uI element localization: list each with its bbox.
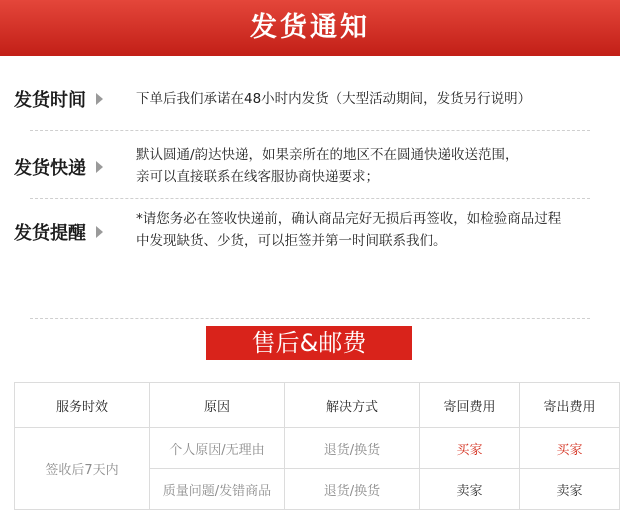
shipping-reminder-label: 发货提醒 — [14, 223, 86, 244]
divider — [30, 198, 590, 199]
shipping-courier-line: 默认圆通/韵达快递，如果亲所在的地区不在圆通快递收送范围， — [136, 147, 519, 163]
shipping-courier-label: 发货快递 — [14, 158, 86, 179]
after-sales-title: 售后&邮费 — [206, 326, 412, 360]
send-fee-cell: 卖家 — [520, 469, 620, 510]
divider — [30, 130, 590, 131]
column-header: 服务时效 — [15, 383, 150, 428]
bottom-fade — [0, 515, 620, 530]
after-sales-table — [14, 382, 620, 510]
column-header: 原因 — [150, 383, 285, 428]
return-fee-cell: 卖家 — [420, 469, 520, 510]
shipping-reminder-line: *请您务必在签收快递前，确认商品完好无损后再签收，如检验商品过程 — [136, 211, 562, 227]
reason-cell: 质量问题/发错商品 — [150, 469, 285, 510]
shipping-reminder-line: 中发现缺货、少货，可以拒签并第一时间联系我们。 — [136, 233, 447, 249]
column-header: 寄出费用 — [520, 383, 620, 428]
reason-cell: 个人原因/无理由 — [150, 428, 285, 469]
header-title: 发货通知 — [250, 12, 370, 43]
table-row — [15, 428, 620, 469]
chevron-right-icon — [96, 161, 103, 173]
shipping-courier-line: 亲可以直接联系在线客服协商快递要求； — [136, 169, 379, 185]
send-fee-cell: 买家 — [520, 428, 620, 469]
chevron-right-icon — [96, 226, 103, 238]
return-fee-cell: 买家 — [420, 428, 520, 469]
solution-cell: 退货/换货 — [285, 469, 420, 510]
solution-cell: 退货/换货 — [285, 428, 420, 469]
column-header: 解决方式 — [285, 383, 420, 428]
shipping-courier-text — [136, 144, 610, 188]
shipping-time-text — [136, 88, 610, 110]
shipping-reminder-text — [136, 208, 610, 252]
column-header: 寄回费用 — [420, 383, 520, 428]
chevron-right-icon — [96, 93, 103, 105]
period-cell: 签收后7天内 — [15, 428, 150, 510]
divider — [30, 318, 590, 319]
shipping-time-label: 发货时间 — [14, 90, 86, 111]
table-header-row — [15, 383, 620, 428]
shipping-time-line: 下单后我们承诺在48小时内发货（大型活动期间，发货另行说明） — [136, 91, 532, 107]
